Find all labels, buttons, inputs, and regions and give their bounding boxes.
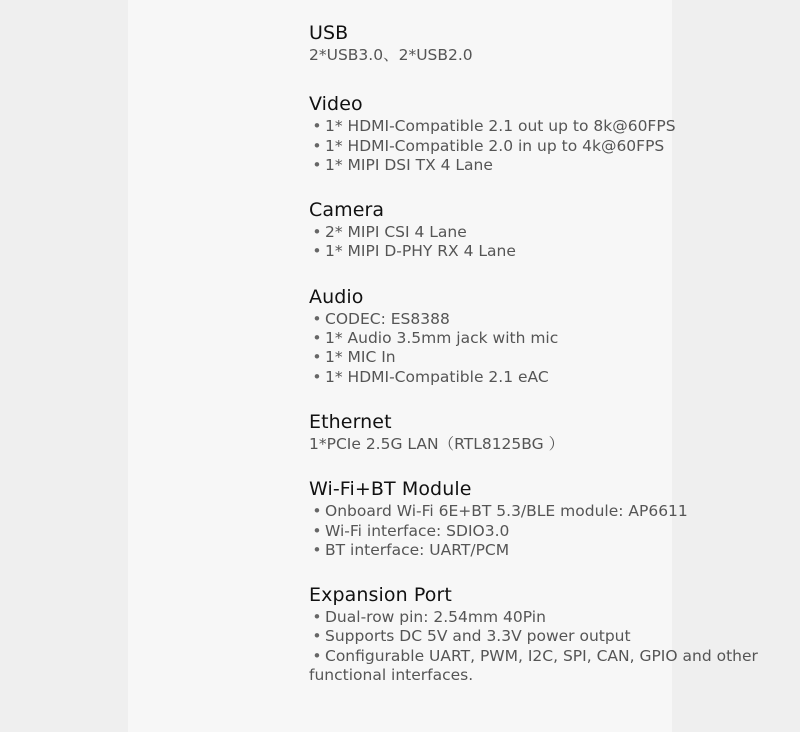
section-camera xyxy=(309,197,769,262)
spec-item: • 1* MIPI DSI TX 4 Lane xyxy=(309,156,769,175)
bullet-icon: • xyxy=(312,155,322,174)
spec-item: • CODEC: ES8388 xyxy=(309,310,769,329)
spec-item: • 1* MIPI D-PHY RX 4 Lane xyxy=(309,242,769,261)
spec-line: 2*USB3.0、2*USB2.0 xyxy=(309,46,473,64)
spec-sheet xyxy=(128,0,758,732)
spec-item: • 1* HDMI-Compatible 2.1 eAC xyxy=(309,368,769,387)
bullet-icon: • xyxy=(312,223,322,242)
spec-line: 1*PCIe 2.5G LAN（RTL8125BG ） xyxy=(309,434,565,453)
spec-item: • Dual-row pin: 2.54mm 40Pin xyxy=(309,608,769,627)
bullet-icon: • xyxy=(312,502,322,521)
spec-item: • 1* MIC In xyxy=(309,348,769,367)
bullet-icon: • xyxy=(312,348,322,367)
section-wifi-bt xyxy=(309,476,769,560)
spec-item: • 2* MIPI CSI 4 Lane xyxy=(309,223,769,242)
spec-item: • Onboard Wi-Fi 6E+BT 5.3/BLE module: AP6611 xyxy=(309,502,769,521)
section-heading: Audio xyxy=(309,285,364,308)
spec-item: • Configurable UART, PWM, I2C, SPI, CAN, GPIO and other functional interfaces. xyxy=(309,646,758,685)
spec-content xyxy=(309,20,769,707)
section-heading: USB xyxy=(309,22,349,44)
section-heading: Ethernet xyxy=(309,410,392,433)
bullet-icon: • xyxy=(312,309,322,328)
section-heading: Camera xyxy=(309,199,385,222)
section-heading: Video xyxy=(309,93,363,116)
spec-item: • Wi-Fi interface: SDIO3.0 xyxy=(309,522,769,541)
spec-item: • BT interface: UART/PCM xyxy=(309,541,769,560)
section-audio xyxy=(309,284,769,387)
bullet-icon: • xyxy=(312,367,322,386)
bullet-icon: • xyxy=(312,646,322,665)
spec-item: • 1* HDMI-Compatible 2.0 in up to 4k@60FPS xyxy=(309,137,769,156)
bullet-icon: • xyxy=(312,136,322,155)
section-heading: Expansion Port xyxy=(309,584,452,607)
spec-item: • Supports DC 5V and 3.3V power output xyxy=(309,627,769,646)
bullet-icon: • xyxy=(312,540,322,559)
bullet-icon: • xyxy=(312,521,322,540)
section-heading: Wi-Fi+BT Module xyxy=(309,478,472,501)
spec-item: • 1* HDMI-Compatible 2.1 out up to 8k@60FPS xyxy=(309,117,769,136)
bullet-icon: • xyxy=(312,329,322,348)
bullet-icon: • xyxy=(312,608,322,627)
section-usb xyxy=(309,20,769,65)
spec-item: • 1* Audio 3.5mm jack with mic xyxy=(309,329,769,348)
bullet-icon: • xyxy=(312,627,322,646)
bullet-icon: • xyxy=(312,242,322,261)
section-expansion-port xyxy=(309,582,769,685)
section-video xyxy=(309,91,769,175)
bullet-icon: • xyxy=(312,117,322,136)
section-ethernet xyxy=(309,409,769,454)
